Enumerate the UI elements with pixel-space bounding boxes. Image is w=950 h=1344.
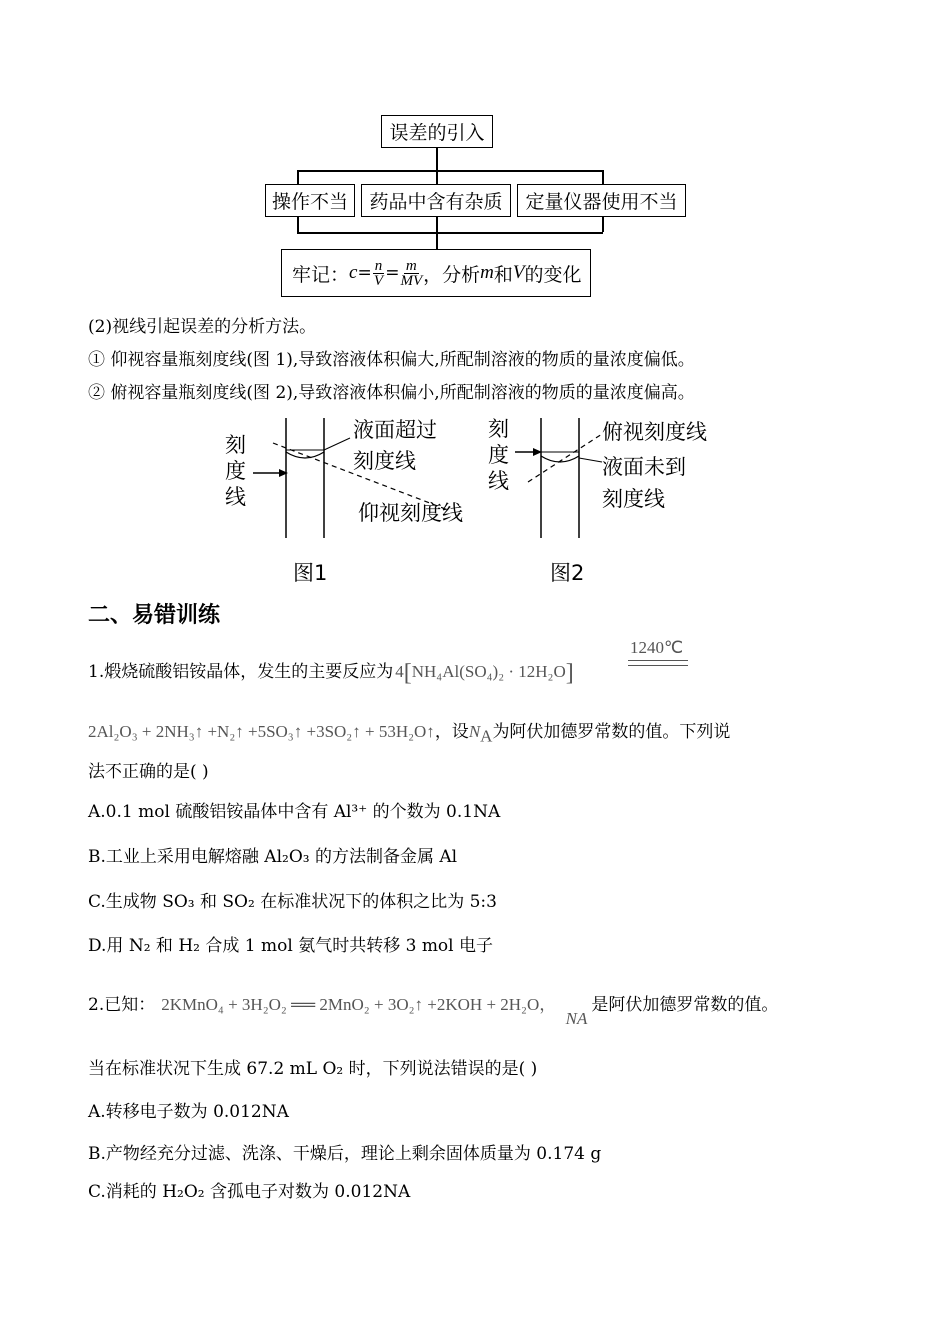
fig2-side-label-2: 度 [488, 443, 509, 467]
flow-memo-box: 牢记： c = $\frac{n}{V}$ = $\frac{m}{MV}$ ，分析 m 和 V 的变化 [281, 249, 591, 297]
flow-connector [297, 170, 603, 172]
fig1-label-bottom: 仰视刻度线 [358, 501, 463, 525]
fig1-side-label-1: 刻 [225, 433, 246, 457]
flow-branch-operation: 操作不当 [265, 184, 355, 217]
q1-stem-line1: 1.煅烧硫酸铝铵晶体，发生的主要反应为 4[NH₄Al(SO₄)₂ · 12H₂O] [88, 660, 574, 686]
flow-connector [602, 170, 604, 184]
flow-branch-instrument: 定量仪器使用不当 [517, 184, 686, 217]
flow-connector [297, 170, 299, 184]
section-heading: 二、易错训练 [88, 603, 221, 628]
fig2-sight-line [528, 434, 602, 482]
fig1-side-label-3: 线 [225, 485, 246, 509]
flow-connector [297, 232, 603, 234]
q1-condition: 1240℃ [630, 638, 684, 657]
q2-stem-line2: 当在标准状况下生成 67.2 mL O₂ 时，下列说法错误的是( ) [88, 1059, 538, 1079]
q2-option-c: C.消耗的 H₂O₂ 含孤电子对数为 0.012NA [88, 1182, 411, 1202]
fig2-side-label-1: 刻 [488, 417, 509, 441]
q2-option-b: B.产物经充分过滤、洗涤、干燥后，理论上剩余固体质量为 0.174 g [88, 1144, 602, 1164]
flow-connector [436, 170, 438, 184]
q2-option-a: A.转移电子数为 0.012NA [88, 1102, 289, 1122]
flow-top-box: 误差的引入 [381, 115, 493, 148]
q1-option-c: C.生成物 SO₃ 和 SO₂ 在标准状况下的体积之比为 5:3 [88, 892, 497, 912]
sightline-figures [210, 410, 740, 590]
flow-branch-impurity: 药品中含有杂质 [361, 184, 511, 217]
flow-connector [297, 217, 299, 232]
q1-option-b: B.工业上采用电解熔融 Al₂O₃ 的方法制备金属 Al [88, 847, 458, 867]
q1-stem-line2: 2Al₂O₃ + 2NH₃↑ +N₂↑ +5SO₃↑ +3SO₂↑ + 53H₂O↑，设$N_A$为阿伏加德罗常数的值。下列说 [88, 722, 731, 746]
figure-2 [488, 417, 707, 585]
flow-connector [436, 217, 438, 249]
q1-option-d: D.用 N₂ 和 H₂ 合成 1 mol 氨气时共转移 3 mol 电子 [88, 936, 494, 956]
fig2-label-top3: 刻度线 [602, 487, 665, 511]
fig2-side-label-3: 线 [488, 469, 509, 493]
q1-equal-sign [628, 660, 688, 666]
section2-item1: ① 仰视容量瓶刻度线(图 1),导致溶液体积偏大,所配制溶液的物质的量浓度偏低。 [88, 350, 695, 370]
fig1-caption: 图1 [293, 561, 328, 585]
fig1-label-top1: 液面超过 [353, 418, 437, 442]
fig2-caption: 图2 [550, 561, 585, 585]
section2-title: (2)视线引起误差的分析方法。 [88, 317, 317, 337]
fig2-label-top2: 液面未到 [602, 455, 686, 479]
fig2-label-top1: 俯视刻度线 [602, 420, 707, 444]
memo-c: c [349, 262, 358, 283]
fig1-leader-line [324, 438, 350, 450]
memo-prefix: 牢记： [292, 263, 350, 286]
section2-item2: ② 俯视容量瓶刻度线(图 2),导致溶液体积偏小,所配制溶液的物质的量浓度偏高。 [88, 383, 695, 403]
q2-stem-line1: 2.已知： 2KMnO₄ + 3H₂O₂ ══ 2MnO₂ + 3O₂↑ +2KOH + 2H₂O， NA是阿伏加德罗常数的值。 [88, 995, 779, 1028]
q1-option-a: A.0.1 mol 硫酸铝铵晶体中含有 Al³⁺ 的个数为 0.1NA [88, 802, 501, 822]
fig1-label-top2: 刻度线 [353, 449, 416, 473]
fig2-leader-line [579, 458, 602, 462]
memo-frac-n: $\frac{n}{V}$ [373, 257, 384, 289]
flow-connector [436, 148, 438, 170]
figure-1 [225, 418, 463, 585]
fig1-side-label-2: 度 [225, 459, 246, 483]
flow-connector [602, 217, 604, 232]
memo-frac-m: $\frac{m}{MV}$ [400, 257, 423, 289]
fig1-meniscus [286, 452, 324, 458]
q1-stem-line3: 法不正确的是( ) [88, 762, 209, 782]
